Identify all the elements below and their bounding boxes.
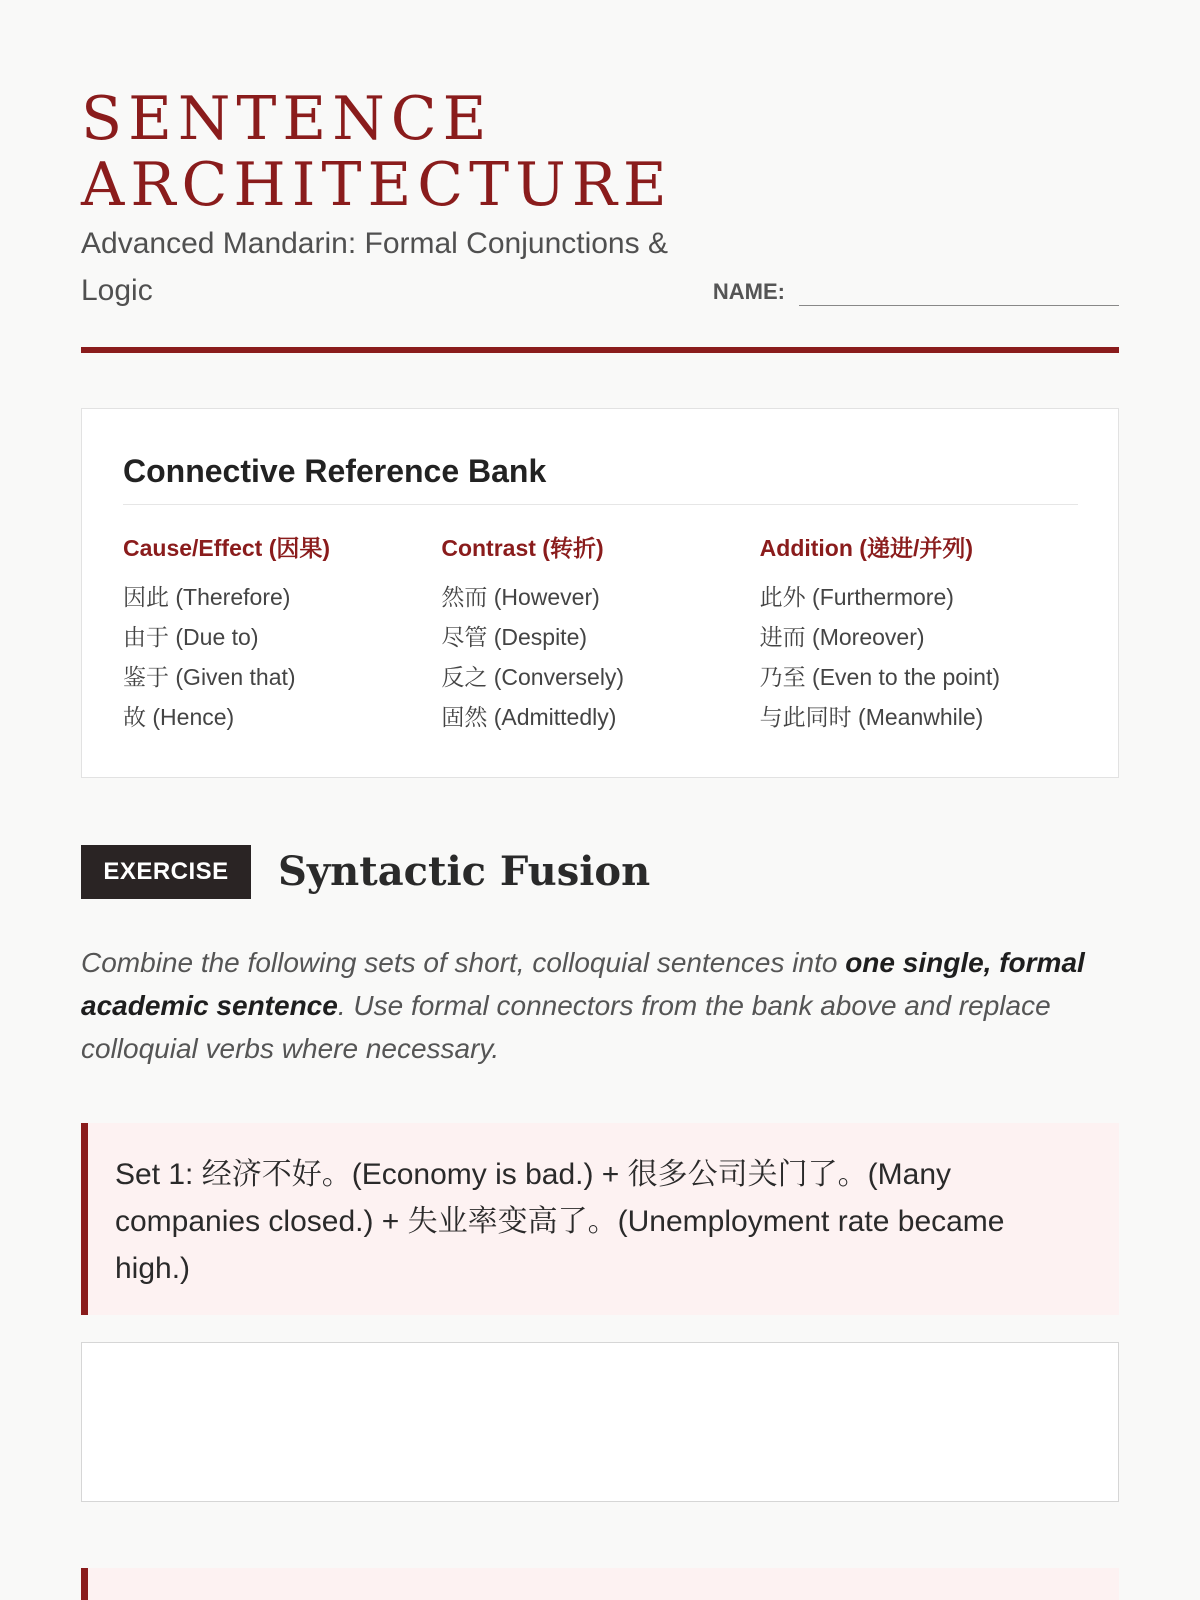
exercise-title: Syntactic Fusion (278, 848, 651, 895)
exercise-header (81, 845, 1119, 899)
bank-item: 反之 (Conversely) (441, 664, 625, 690)
header-divider (81, 347, 1119, 353)
bank-item: 故 (Hence) (123, 704, 235, 730)
bank-column-heading: Contrast (转折) (441, 535, 604, 561)
bank-item: 乃至 (Even to the point) (759, 664, 1000, 690)
instructions-text-1: Combine the following sets of short, colloquial sentences into (81, 947, 846, 978)
exercise-badge: EXERCISE (81, 845, 251, 899)
bank-item: 与此同时 (Meanwhile) (759, 704, 984, 730)
bank-column-cause-effect (123, 533, 441, 737)
bank-column-heading: Addition (递进/并列) (759, 535, 974, 561)
instructions-emphasis: one single, formal academic sentence (81, 947, 1085, 1021)
bank-item: 固然 (Admittedly) (441, 704, 617, 730)
bank-item: 进而 (Moreover) (759, 624, 925, 650)
connective-reference-bank (81, 408, 1119, 778)
page-subtitle: Advanced Mandarin: Formal Conjunctions & Logic (81, 227, 668, 307)
bank-item: 然而 (However) (441, 584, 600, 610)
bank-columns (123, 533, 1078, 737)
bank-title: Connective Reference Bank (123, 453, 1078, 505)
page-title (81, 86, 701, 218)
title-line-1: SENTENCE (81, 84, 493, 154)
bank-column-addition (760, 533, 1078, 737)
bank-item: 由于 (Due to) (123, 624, 259, 650)
bank-item: 尽管 (Despite) (441, 624, 588, 650)
set-1-answer-box[interactable] (81, 1342, 1119, 1502)
name-input-line[interactable] (799, 270, 1119, 306)
instructions-text-2: . Use formal connectors from the bank above and replace colloquial verbs where necessary. (81, 990, 1051, 1064)
bank-column-heading: Cause/Effect (因果) (123, 535, 331, 561)
bank-item: 鉴于 (Given that) (123, 664, 296, 690)
title-line-2: ARCHITECTURE (81, 150, 673, 220)
bank-item: 因此 (Therefore) (123, 584, 291, 610)
name-label: NAME: (712, 279, 785, 304)
exercise-instructions (81, 941, 1119, 1070)
name-field (713, 270, 1119, 306)
exercise-set-1 (81, 1123, 1119, 1315)
worksheet-header (81, 0, 1119, 354)
set-prompt: Set 1: 经济不好。(Economy is bad.) + 很多公司关门了。(Many companies closed.) + 失业率变高了。(Unemployment rate became high.) (115, 1158, 1005, 1285)
bank-item: 此外 (Furthermore) (759, 584, 954, 610)
bank-column-contrast (441, 533, 759, 737)
exercise-set-2 (81, 1568, 1119, 1600)
